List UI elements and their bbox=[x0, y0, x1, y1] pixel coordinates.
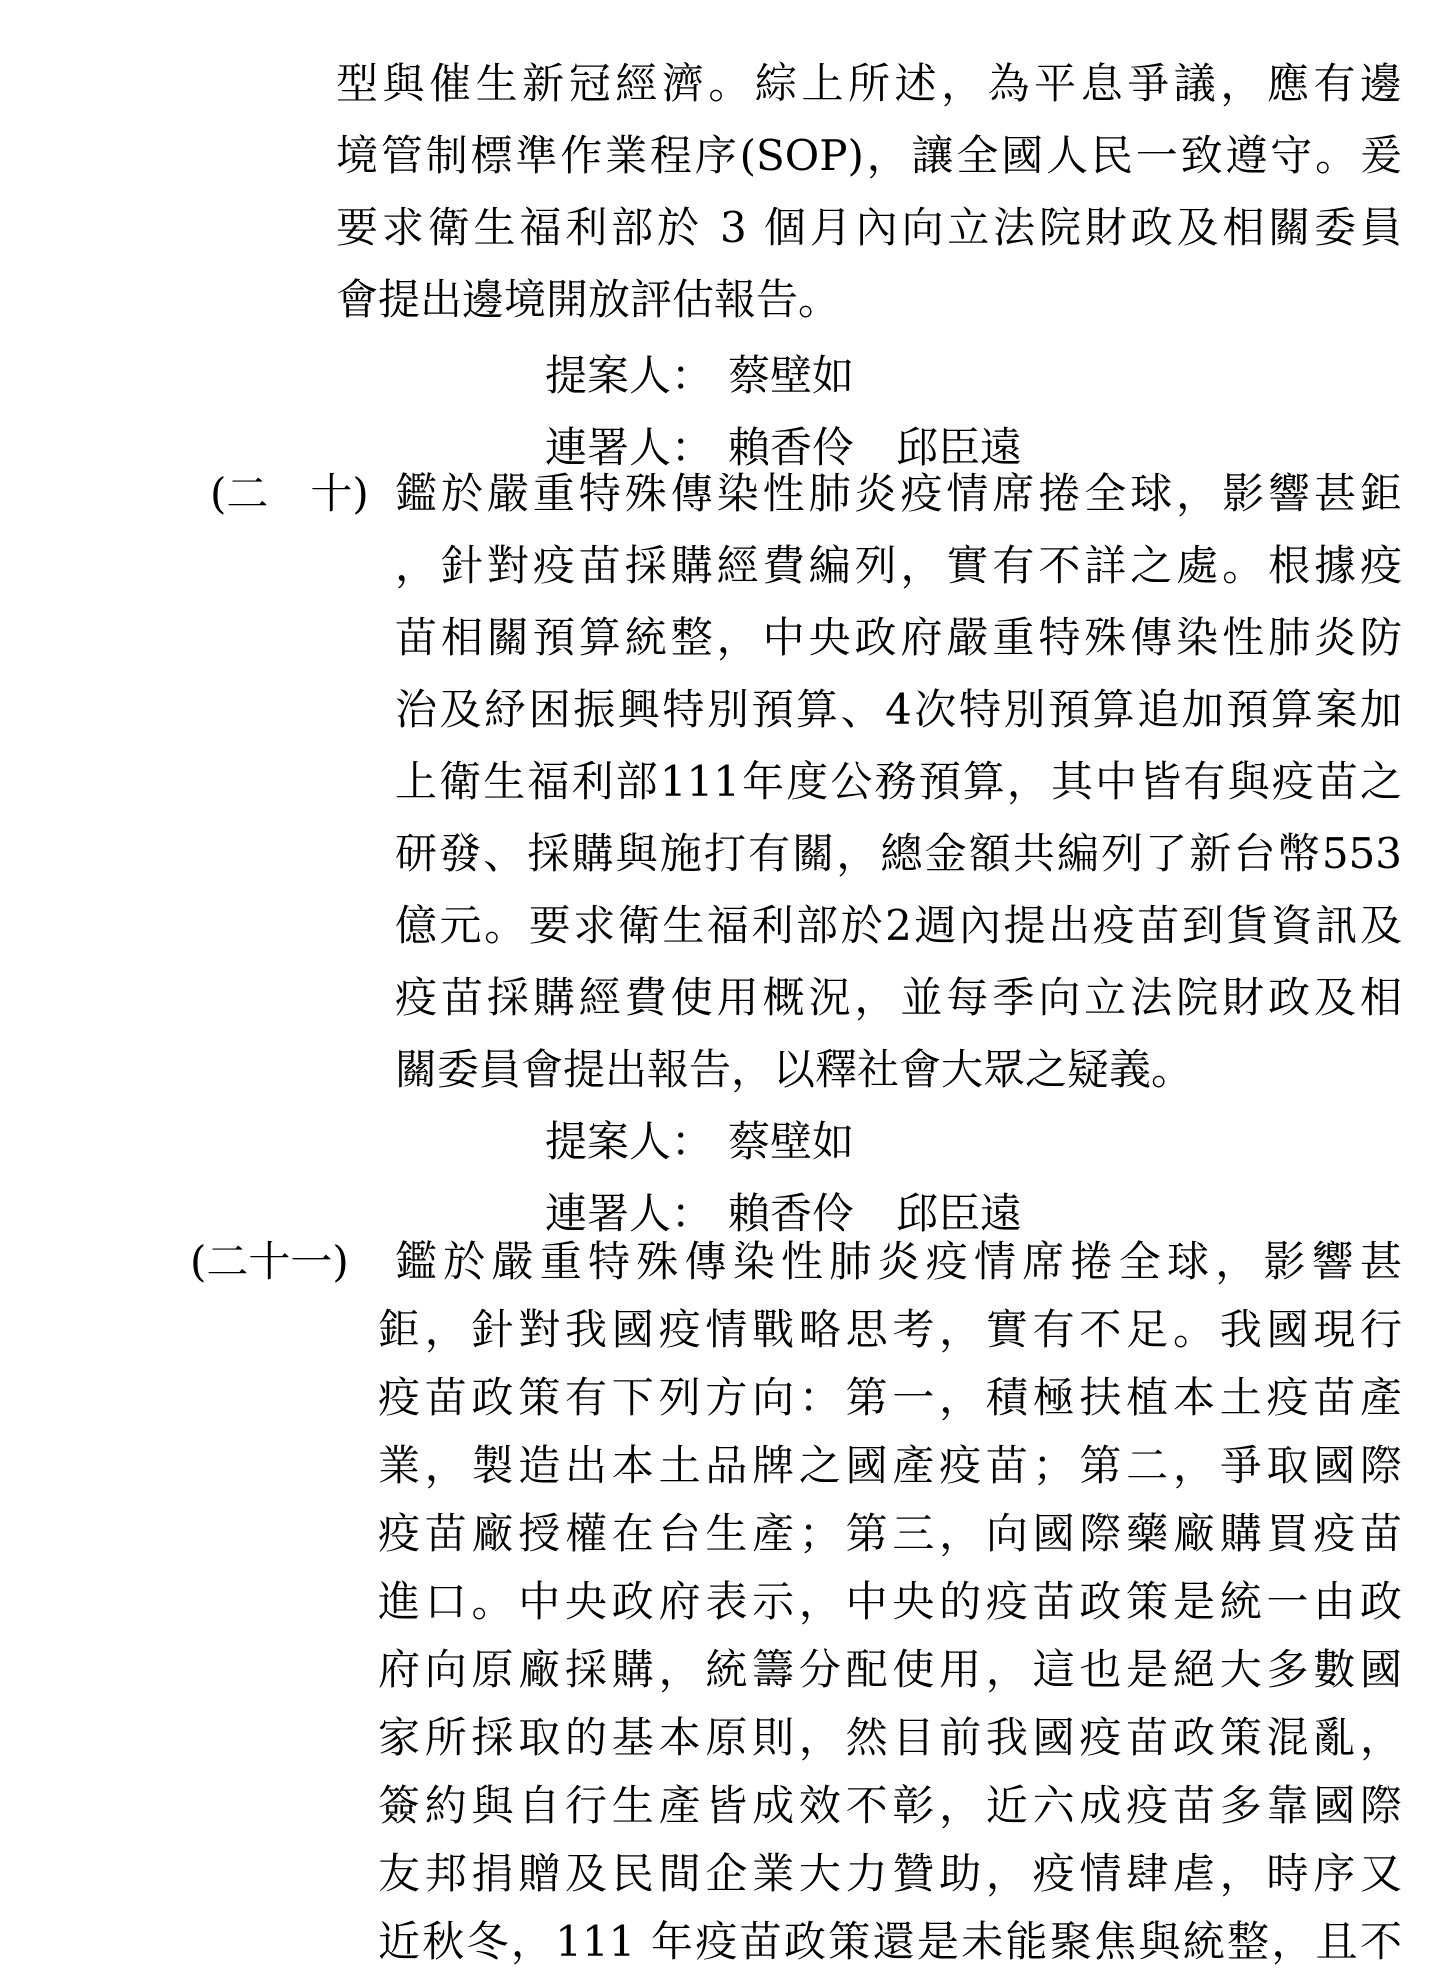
paragraph-line: 會提出邊境開放評估報告。 bbox=[336, 275, 841, 324]
proposer-label: 提案人： bbox=[545, 351, 714, 400]
paragraph-line: 要求衛生福利部於 3 個月內向立法院財政及相關委員 bbox=[336, 203, 1402, 252]
paragraph-line: 治及紓困振興特別預算、4次特別預算追加預算案加 bbox=[395, 685, 1402, 734]
paragraph-line: 家所採取的基本原則，然目前我國疫苗政策混亂， bbox=[378, 1713, 1402, 1762]
paragraph-line: 鑑於嚴重特殊傳染性肺炎疫情席捲全球，影響甚 bbox=[395, 1237, 1402, 1286]
paragraph-line: 億元。要求衛生福利部於2週內提出疫苗到貨資訊及 bbox=[395, 901, 1402, 950]
paragraph-line: 府向原廠採購，統籌分配使用，這也是絕大多數國 bbox=[378, 1645, 1402, 1694]
paragraph-line: 疫苗採購經費使用概況，並每季向立法院財政及相 bbox=[395, 973, 1402, 1022]
paragraph-line: 鑑於嚴重特殊傳染性肺炎疫情席捲全球，影響甚鉅 bbox=[395, 469, 1402, 518]
cosigner-label: 連署人： bbox=[545, 423, 714, 472]
paragraph-line: 簽約與自行生產皆成效不彰，近六成疫苗多靠國際 bbox=[378, 1781, 1402, 1830]
cosigner-names: 賴香伶 邱臣遠 bbox=[728, 423, 1023, 472]
paragraph-line: 友邦捐贈及民間企業大力贊助，疫情肆虐，時序又 bbox=[378, 1849, 1402, 1898]
paragraph-line: 鉅，針對我國疫情戰略思考，實有不足。我國現行 bbox=[378, 1305, 1402, 1354]
paragraph-line: ，針對疫苗採購經費編列，實有不詳之處。根據疫 bbox=[395, 541, 1402, 590]
item-number: (二十一) bbox=[190, 1237, 349, 1286]
paragraph-line: 近秋冬，111 年疫苗政策還是未能聚焦與統整，且不 bbox=[378, 1917, 1402, 1966]
paragraph-line: 研發、採購與施打有關，總金額共編列了新台幣553 bbox=[395, 829, 1402, 878]
cosigner-names: 賴香伶 邱臣遠 bbox=[728, 1189, 1023, 1238]
paragraph-line: 上衛生福利部111年度公務預算，其中皆有與疫苗之 bbox=[395, 757, 1402, 806]
paragraph-line: 業，製造出本土品牌之國產疫苗；第二，爭取國際 bbox=[378, 1441, 1402, 1490]
paragraph-line: 型與催生新冠經濟。綜上所述，為平息爭議，應有邊 bbox=[336, 59, 1402, 108]
proposer-names: 蔡壁如 bbox=[728, 351, 855, 400]
paragraph-line: 關委員會提出報告，以釋社會大眾之疑義。 bbox=[395, 1045, 1194, 1094]
item-number: (二 十) bbox=[210, 469, 369, 518]
cosigner-label: 連署人： bbox=[545, 1189, 714, 1238]
paragraph-line: 苗相關預算統整，中央政府嚴重特殊傳染性肺炎防 bbox=[395, 613, 1402, 662]
proposer-label: 提案人： bbox=[545, 1117, 714, 1166]
paragraph-line: 進口。中央政府表示，中央的疫苗政策是統一由政 bbox=[378, 1577, 1402, 1626]
paragraph-line: 境管制標準作業程序(SOP)，讓全國人民一致遵守。爰 bbox=[336, 131, 1402, 180]
paragraph-line: 疫苗政策有下列方向：第一，積極扶植本土疫苗產 bbox=[378, 1373, 1402, 1422]
proposer-names: 蔡壁如 bbox=[728, 1117, 855, 1166]
paragraph-line: 疫苗廠授權在台生產；第三，向國際藥廠購買疫苗 bbox=[378, 1509, 1402, 1558]
